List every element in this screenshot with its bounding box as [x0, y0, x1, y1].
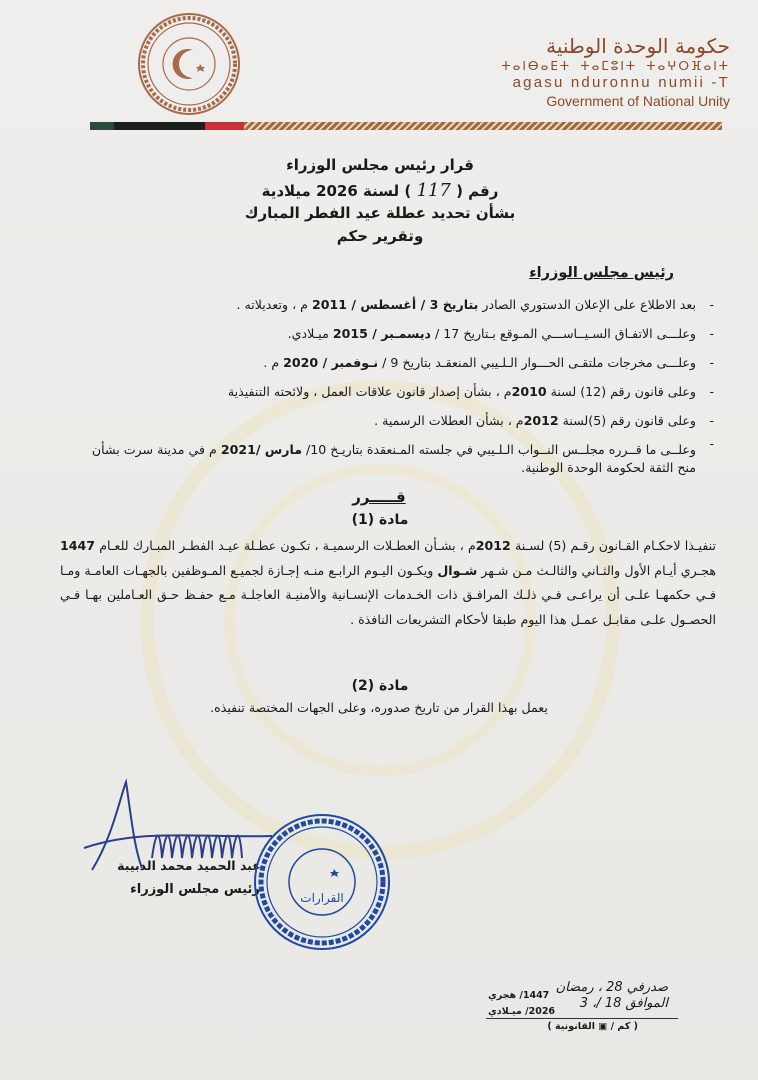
preamble-item: [78, 377, 718, 406]
issued-label: صدرفي: [626, 980, 668, 995]
preamble-text: وعلـــى الاتفـاق السـيــاســـي المـوقع بـتاريخ 17 /: [431, 326, 696, 341]
article-2-text: يعمل بهذا القرار من تاريخ صدوره، وعلى الجهات المختصة تنفيذه.: [210, 700, 548, 715]
decision-number: 117: [416, 180, 451, 201]
preamble-text: بعد الاطلاع على الإعلان الدستوري الصادر: [478, 297, 696, 312]
flag-red-stripe: [205, 122, 244, 130]
article-text: تنفيـذا لاحكـام القـانون رقـم (5) لسـنة: [510, 538, 716, 553]
decision-subject-2: وتقرير حكم: [336, 227, 424, 245]
stamp-center-text: القرارات: [300, 891, 344, 905]
header-tifinagh-name: ⵜⴰⵏⴱⴰⴹⵜ ⵜⴰⵎⵓⵏⵜ ⵜⴰⵖⵔⴼⴰⵏⵜ: [501, 59, 730, 73]
decision-subject: بشأن تحديد عطلة عيد الفطر المبارك: [244, 204, 516, 222]
preamble-bold: 2012: [523, 413, 559, 428]
header-amazigh-latin-name: agasu nduronnu numii -T: [512, 74, 730, 91]
article-text: ويكـون اليـوم الرابـع منـه إجـازة لجميـع المـوظفين بالجهـات العامـة ومـا فـي حكمهـا علـى أن يراعـى فـي ذلـك المرافـق ذات الخـدمات الإنسـانية والأمنيـة العاجلـة مـع حفـظ حـق العـاملين بهـا فـي الحصـول علـى مقابـل عمـل هذا اليوم طبقا لأحكام التشريعات النافذة .: [60, 562, 716, 627]
article-1-heading: مادة (1): [351, 512, 409, 528]
gregorian-year-value: 2026: [528, 1006, 556, 1017]
gregorian-year: 2026/ ميـلادي: [488, 1006, 556, 1017]
preamble-text: وعلى قانون رقم (12) لسنة: [546, 384, 696, 399]
gregorian-month: 3: [579, 996, 588, 1011]
registry-block: [478, 978, 678, 1048]
hijri-year: 1447/ هجري: [488, 990, 550, 1001]
hijri-year-value: 1447: [522, 990, 550, 1001]
preamble-text: م ، بشأن العطلات الرسمية .: [374, 413, 524, 428]
preamble-list: [78, 290, 718, 477]
corresponding-label: الموافق: [625, 996, 668, 1011]
official-stamp: [252, 812, 392, 952]
header-flag-band: [90, 122, 722, 130]
header-arabic-name: حكومة الوحدة الوطنية: [546, 34, 730, 58]
preamble-bold: 2010: [511, 384, 547, 399]
preamble-item: [78, 319, 718, 348]
number-prefix: رقم (: [456, 182, 499, 200]
preamble-bold: مارس /2021: [220, 442, 303, 457]
gregorian-day: 18: [604, 996, 622, 1011]
registry-department: ( كم / ▣ القانونية ): [547, 1021, 638, 1032]
preamble-text: وعلــى ما قــرره مجلــس النــواب الـلـيبي في جلسته المـنعقدة بتاريـخ 10/: [302, 442, 696, 457]
rope-border: [244, 122, 722, 130]
article-1-text: [60, 534, 716, 632]
preamble-bold: بتاريخ 3 / أغسطس / 2011: [311, 297, 479, 312]
header-english-name: Government of National Unity: [546, 93, 730, 109]
signatory-title: رئيس مجلس الوزراء: [130, 882, 260, 897]
registry-underline: [486, 1018, 678, 1019]
government-logo: [137, 12, 241, 116]
registry-issued-hijri: صدرفي 28 ، رمضان: [555, 980, 668, 995]
article-bold: شـوال: [437, 562, 478, 578]
preamble-text: م ، وتعديلاته .: [236, 297, 312, 312]
preamble-item: [78, 290, 718, 319]
preamble-text: وعلـــى مخرجات ملتقـى الحـــوار الـلـيبي المنعقـد بتاريخ 9 /: [378, 355, 696, 370]
decided-heading: قـــــرر: [352, 488, 406, 506]
signatory-name: عبد الحميد محمد الدبيبة: [117, 858, 261, 873]
issued-month: رمضان: [555, 980, 594, 995]
decision-number-line: [200, 180, 560, 201]
preamble-text: م في مدينة سرت بشأن منح الثقة لحكومة الوحدة الوطنية.: [91, 442, 696, 475]
preamble-item: [78, 348, 718, 377]
section-heading: رئيس مجلس الوزراء: [529, 265, 674, 281]
header-text-block: [440, 34, 730, 110]
article-text: هجـري أيـام الأول والثـاني والثالـث مـن شـهر: [477, 562, 716, 578]
registry-gregorian: الموافق 18 /، 3: [579, 996, 668, 1011]
preamble-text: وعلى قانون رقم (5)لسنة: [558, 413, 696, 428]
article-bold: 2012: [475, 538, 511, 553]
preamble-text: م ، بشأن إصدار قانون علاقات العمل ، ولائحته التنفيذية: [227, 384, 512, 399]
preamble-text: م .: [263, 355, 284, 370]
preamble-bold: ديسمـبر / 2015: [332, 326, 432, 341]
flag-black-stripe: [114, 122, 205, 130]
issued-day: 28: [606, 980, 623, 995]
preamble-item: [78, 435, 718, 477]
article-2-heading: مادة (2): [351, 678, 409, 694]
decision-title: قرار رئيس مجلس الوزراء: [286, 156, 474, 174]
preamble-bold: نـوفمبر / 2020: [283, 355, 379, 370]
preamble-item: [78, 406, 718, 435]
article-text: م ، بشـأن العطـلات الرسميـة ، تكـون عطـلة عيـد الفطـر المبـارك للعـام: [95, 538, 476, 553]
gregorian-era: ميـلادي: [488, 1006, 522, 1017]
hijri-era: هجري: [488, 990, 517, 1001]
flag-green-stripe: [90, 122, 114, 130]
article-bold: 1447: [60, 538, 96, 553]
preamble-text: ميـلادي.: [287, 326, 333, 341]
number-suffix: ) لسنة 2026 ميلادية: [261, 182, 412, 200]
